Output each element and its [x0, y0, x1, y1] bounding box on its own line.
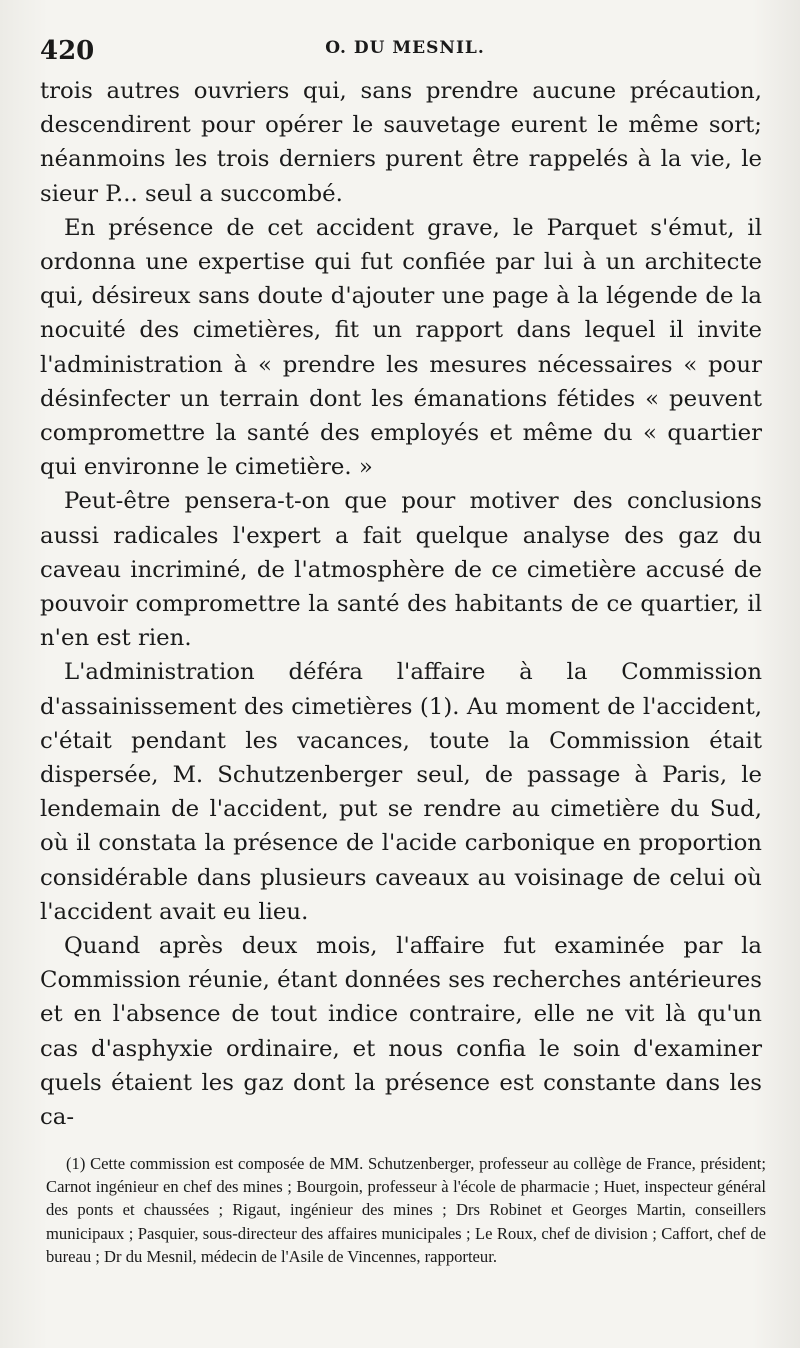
- footnote: (1) Cette commission est composée de MM. Schutzenberger, professeur au collège de France, président; Carnot ingénieur en chef des mines ; Bourgoin, professeur à l'école de pharmacie ; Huet, inspecteur général des ponts et chaussées ; Rigaut, ingénieur des mines ; Drs Robinet et Georges Martin, conseillers municipaux ; Pasquier, sous-directeur des affaires municipales ; Le Roux, chef de division ; Caffort, chef de bureau ; Dr du Mesnil, médecin de l'Asile de Vincennes, rapporteur.: [46, 1154, 766, 1266]
- page-header: [40, 36, 760, 68]
- paragraph: En présence de cet accident grave, le Parquet s'émut, il ordonna une expertise qui fut confiée par lui à un architecte qui, désireux sans doute d'ajouter une page à la légende de la nocuité des cimetières, fit un rapport dans lequel il invite l'administration à « prendre les mesures nécessaires « pour désinfecter un terrain dont les émanations fétides « peuvent compromettre la santé des employés et même du « quartier qui environne le cimetière. »: [40, 214, 762, 481]
- paragraph: Peut-être pensera-t-on que pour motiver des conclusions aussi radicales l'expert a fait quelque analyse des gaz du caveau incriminé, de l'atmosphère de ce cimetière accusé de pouvoir compromettre la santé des habitants de ce quartier, il n'en est rien.: [40, 488, 762, 652]
- footnotes: [46, 1152, 766, 1268]
- paragraph: L'administration déféra l'affaire à la Commission d'assainissement des cimetières (1). Au moment de l'accident, c'était pendant les vacances, toute la Commission était dispersée, M. Schutzenberger seul, de passage à Paris, le lendemain de l'accident, put se rendre au cimetière du Sud, où il constata la présence de l'acide carbonique en proportion considérable dans plusieurs caveaux au voisinage de celui où l'accident avait eu lieu.: [40, 659, 762, 925]
- running-head: O. DU MESNIL.: [325, 38, 485, 58]
- paragraph: Quand après deux mois, l'affaire fut examinée par la Commission réunie, étant données ses recherches antérieures et en l'absence de tout indice contraire, elle ne vit là qu'un cas d'asphyxie ordinaire, et nous confia le soin d'examiner quels étaient les gaz dont la présence est constante dans les ca-: [40, 933, 762, 1131]
- page-number: 420: [40, 36, 95, 66]
- paragraph: trois autres ouvriers qui, sans prendre aucune précaution, descendirent pour opérer le sauvetage eurent le même sort; néanmoins les trois derniers purent être rappelés à la vie, le sieur P... seul a succombé.: [40, 78, 762, 207]
- body-text: [40, 74, 762, 1134]
